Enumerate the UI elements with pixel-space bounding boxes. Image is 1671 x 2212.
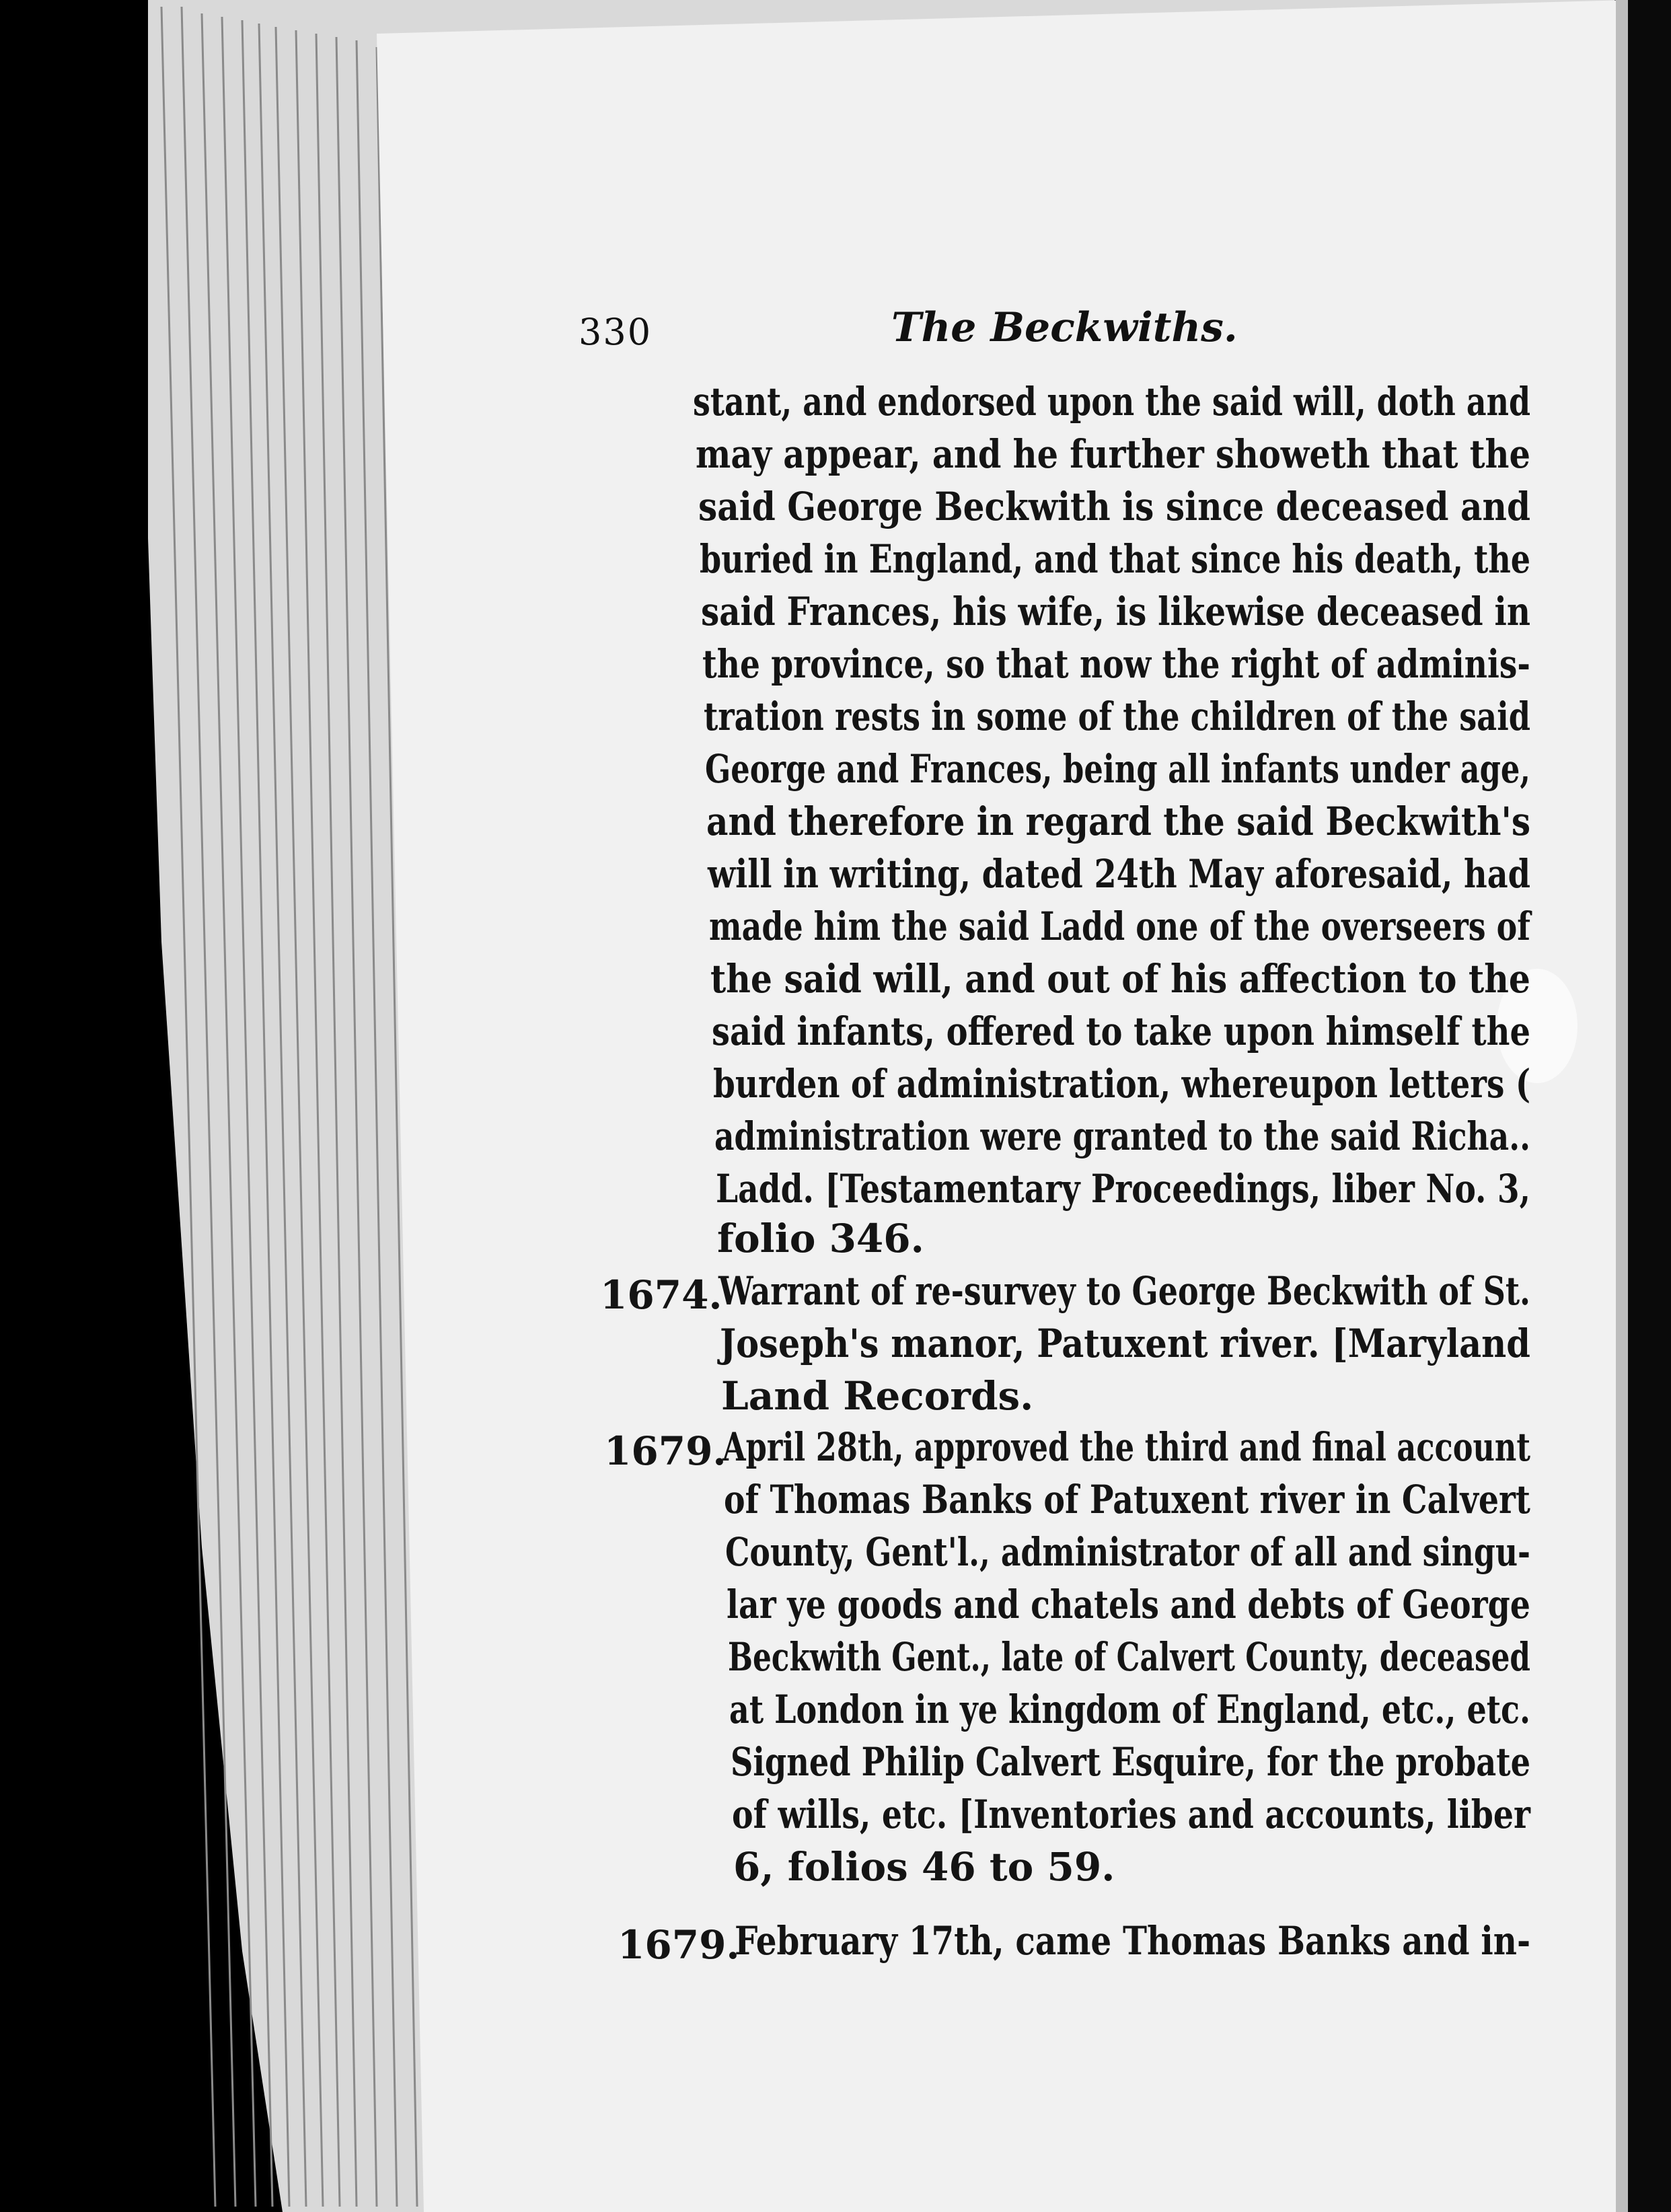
entry-year: 1679.: [618, 1922, 740, 1968]
text-line: of Thomas Banks of Patuxent river in Calvert: [724, 1477, 1530, 1522]
text-line: burden of administration, whereupon letters (: [713, 1061, 1531, 1107]
text-line: Land Records.: [721, 1373, 1034, 1419]
text-line: said infants, offered to take upon himself the: [712, 1008, 1530, 1054]
text-line: tration rests in some of the children of the said: [704, 694, 1531, 739]
text-line: the said will, and out of his affection to the: [710, 956, 1530, 1002]
text-line: said Frances, his wife, is likewise deceased in: [701, 589, 1531, 634]
text-line: will in writing, dated 24th May aforesaid, had: [708, 851, 1531, 897]
text-line: Warrant of re-survey to George Beckwith of St.: [718, 1268, 1531, 1314]
text-line: February 17th, came Thomas Banks and in-: [735, 1918, 1531, 1964]
text-line: George and Frances, being all infants under age,: [705, 746, 1530, 792]
text-line: Joseph's manor, Patuxent river. [Maryland: [720, 1321, 1530, 1366]
text-line: lar ye goods and chatels and debts of George: [727, 1582, 1530, 1627]
text-line: may appear, and he further showeth that the: [696, 431, 1530, 477]
text-line: of wills, etc. [Inventories and accounts, liber: [732, 1792, 1531, 1837]
text-line: made him the said Ladd one of the overseers of: [709, 904, 1531, 949]
text-line: Beckwith Gent., late of Calvert County, deceased: [728, 1634, 1531, 1680]
running-title: The Beckwiths.: [891, 304, 1238, 351]
text-line: stant, and endorsed upon the said will, doth and: [693, 379, 1531, 425]
text-line: 6, folios 46 to 59.: [733, 1844, 1115, 1890]
text-line: County, Gent'l., administrator of all and singu-: [725, 1529, 1531, 1575]
text-line: Ladd. [Testamentary Proceedings, liber No. 3,: [716, 1166, 1531, 1212]
entry-year: 1674.: [600, 1272, 722, 1318]
text-line: and therefore in regard the said Beckwith's: [706, 799, 1531, 844]
text-line: April 28th, approved the third and final account: [722, 1424, 1530, 1470]
text-line: said George Beckwith is since deceased and: [698, 484, 1531, 529]
text-line: folio 346.: [717, 1216, 924, 1261]
text-line: at London in ye kingdom of England, etc., etc.: [729, 1687, 1531, 1732]
page-number: 330: [579, 311, 653, 353]
text-line: administration were granted to the said Richa..: [714, 1113, 1530, 1159]
entry-year: 1679.: [604, 1428, 727, 1474]
text-line: buried in England, and that since his death, the: [700, 536, 1531, 582]
text-line: Signed Philip Calvert Esquire, for the probate: [731, 1739, 1530, 1785]
text-line: the province, so that now the right of adminis-: [702, 641, 1530, 687]
